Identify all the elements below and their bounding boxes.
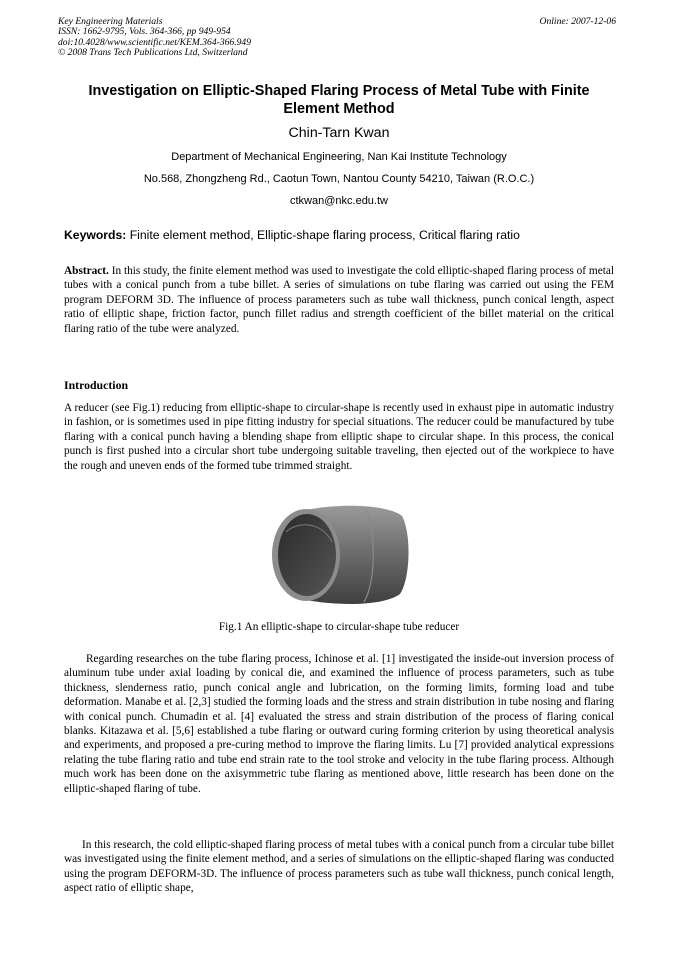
intro-paragraph-2: Regarding researches on the tube flaring process, Ichinose et al. [1] investigated the inside-out inversion process of aluminum tube under axial loading by conical die, and examined the influence of process parameters, such as tube thickness, slenderness ratio, punch conical angle and lubrication, on the forming limits, forming load and tube deformation. Manabe et al. [2,3] studied the forming loads and the stress and strain distribution in tube nosing and flaring with conical punch. Chumadin et al. [4] evaluated the stress and strain distribution of the process of flaring conical blanks. Kitazawa et al. [5,6] established a tube flaring or outward curing forming criterion by using theoretical analysis and experiments, and proposed a pre-curing method to improve the flaring limits. Lu [7] provided analytical expressions relating the tube flaring ratio and tube end strain rate to the tool stroke and velocity in the tube flaring process. Although much work has been done on the axisymmetric tube flaring as mentioned above, little research has been done on the elliptic-shaped flaring of tube. bbox=[64, 653, 614, 795]
figure-caption: Fig.1 An elliptic-shape to circular-shape tube reducer bbox=[218, 621, 460, 633]
paper-title: Investigation on Elliptic-Shaped Flaring Process of Metal Tube with Finite Element Method bbox=[88, 83, 590, 117]
abstract-paragraph bbox=[64, 264, 614, 336]
journal-name: Key Engineering Materials bbox=[58, 16, 163, 27]
journal-issn: ISSN: 1662-9795, Vols. 364-366, pp 949-954 bbox=[58, 26, 231, 38]
keywords-line bbox=[64, 228, 624, 242]
author-name: Chin-Tarn Kwan bbox=[288, 125, 390, 141]
author-email: ctkwan@nkc.edu.tw bbox=[290, 195, 388, 207]
journal-header bbox=[58, 17, 251, 59]
intro-paragraph-3: In this research, the cold elliptic-shaped flaring process of metal tubes with a conical punch from a circular tube billet was investigated using the finite element method, and a series of simulations on the elliptic-shaped flaring was conducted using the program DEFORM-3D. The influence of process parameters such as tube wall thickness, punch conical length, aspect ratio of elliptic shape, bbox=[64, 839, 614, 895]
affiliation-department: Department of Mechanical Engineering, Nan Kai Institute Technology bbox=[171, 151, 507, 163]
section-heading-introduction: Introduction bbox=[64, 378, 129, 392]
online-date: Online: 2007-12-06 bbox=[539, 16, 616, 27]
affiliation-address: No.568, Zhongzheng Rd., Caotun Town, Nantou County 54210, Taiwan (R.O.C.) bbox=[143, 173, 535, 185]
journal-doi: doi:10.4028/www.scientific.net/KEM.364-366.949 bbox=[58, 36, 252, 48]
tube-reducer-illustration bbox=[266, 502, 412, 607]
abstract-text: In this study, the finite element method was used to investigate the cold elliptic-shaped flaring process of metal tubes with a conical punch from a tube billet. A series of simulations on tube flaring was carried out using the FEM program DEFORM 3D. The influence of process parameters such as tube wall thickness, punch conical length, aspect ratio of elliptic shape, friction factor, punch fillet radius and strength coefficient of the billet material on the critical flaring ratio of the tube were analyzed. bbox=[64, 265, 614, 335]
keywords-text: Finite element method, Elliptic-shape flaring process, Critical flaring ratio bbox=[126, 228, 520, 242]
intro-paragraph-1: A reducer (see Fig.1) reducing from elliptic-shape to circular-shape is recently used in exhaust pipe in automatic industry in fashion, or is sometimes used in pipe fitting industry for special situations. The reducer could be manufactured by tube flaring with a conical punch having a blending shape from elliptic shape to circular shape. In this process, the conical punch is first pushed into a circular short tube undergoing suitable traveling, then ejected out of the workpiece to have the rough and uneven ends of the formed tube trimmed straight. bbox=[64, 402, 614, 472]
journal-copyright: © 2008 Trans Tech Publications Ltd, Switzerland bbox=[58, 47, 248, 59]
tube-reducer-figure bbox=[266, 502, 412, 607]
abstract-label: Abstract. bbox=[64, 265, 109, 277]
keywords-label: Keywords: bbox=[64, 228, 127, 242]
